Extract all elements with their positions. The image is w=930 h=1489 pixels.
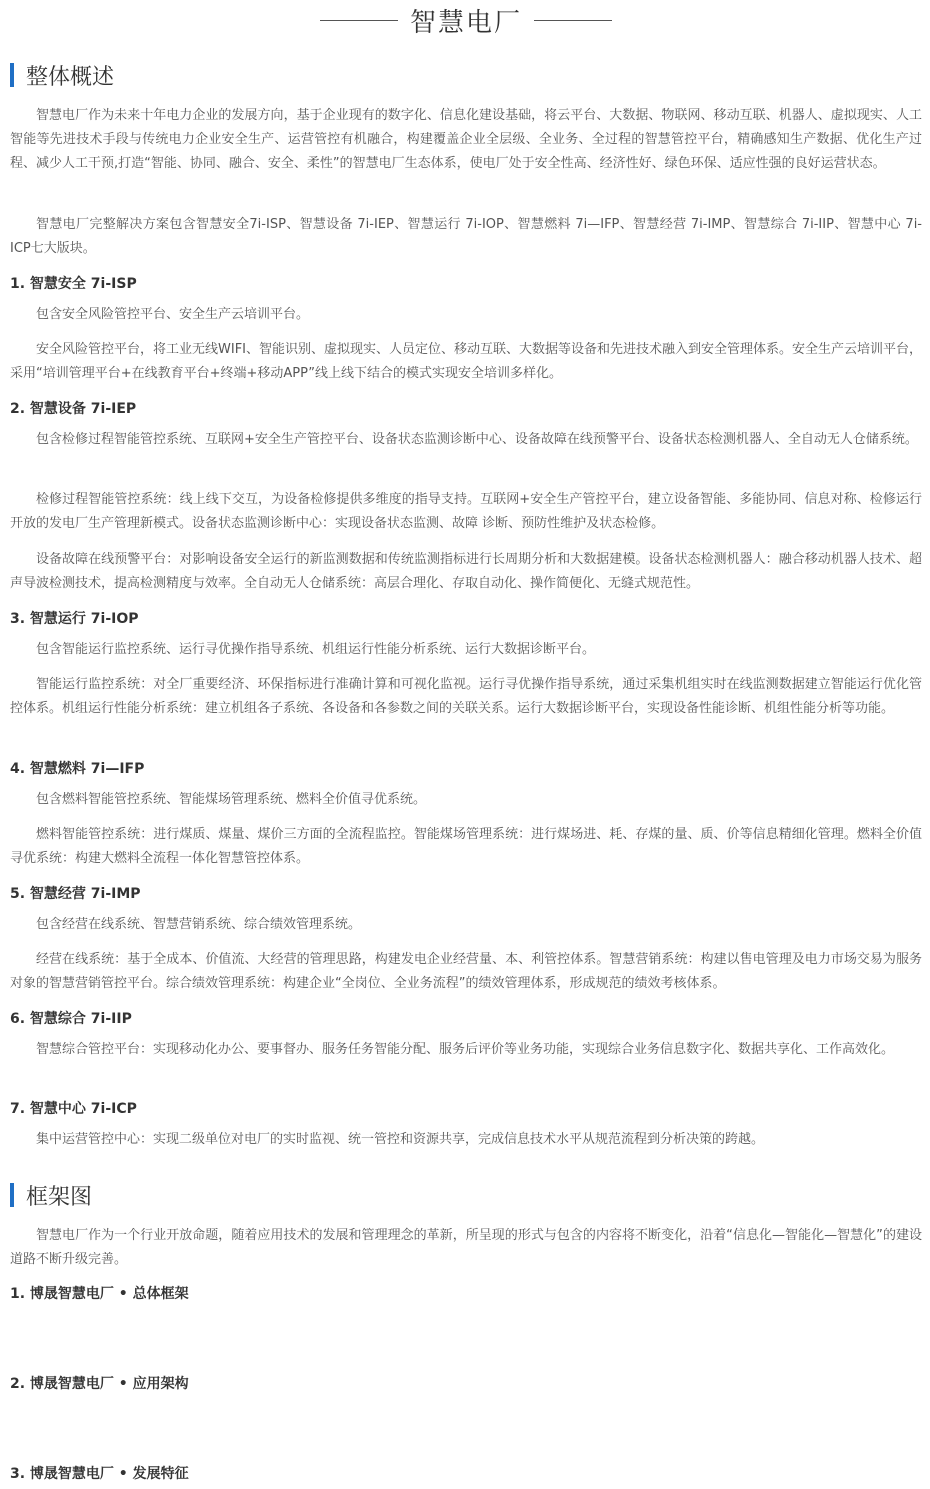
subsection-paragraph: 包含安全风险管控平台、安全生产云培训平台。 (36, 307, 310, 322)
title-divider-right (534, 20, 612, 21)
framework-paragraph: 智慧电厂作为一个行业开放命题，随着应用技术的发展和管理理念的革新，所呈现的形式与包含的内容将不断变化，沿着“信息化—智能化—智慧化”的建设道路不断升级完善。 (10, 1228, 922, 1267)
subsection-title: 5. 智慧经营 7i-IMP (10, 886, 141, 902)
subsection-paragraph: 智慧综合管控平台：实现移动化办公、要事督办、服务任务智能分配、服务后评价等业务功能，实现综合业务信息数字化、数据共享化、工作高效化。 (36, 1042, 895, 1057)
subsection-paragraph: 包含经营在线系统、智慧营销系统、综合绩效管理系统。 (36, 917, 362, 932)
subsection-title: 2. 智慧设备 7i-IEP (10, 401, 137, 417)
subsection-paragraph: 安全风险管控平台，将工业无线WIFI、智能识别、虚拟现实、人员定位、移动互联、大数据等设备和先进技术融入到安全管理体系。安全生产云培训平台，采用“培训管理平台+在线教育平台+终端+移动APP”线上线下结合的模式实现安全培训多样化。 (10, 342, 923, 381)
subsection-paragraph: 燃料智能管控系统：进行煤质、煤量、煤价三方面的全流程监控。智能煤场管理系统：进行煤场进、耗、存煤的量、质、价等信息精细化管理。燃料全价值寻优系统：构建大燃料全流程一体化智慧管控体系。 (10, 827, 922, 866)
section-heading-framework (10, 1182, 92, 1208)
subsection-paragraph: 经营在线系统：基于全成本、价值流、大经营的管理思路，构建发电企业经营量、本、利管控体系。智慧营销系统：构建以售电管理及电力市场交易为服务对象的智慧营销管控平台。综合绩效管理系统：构建企业“全岗位、全业务流程”的绩效管理体系，形成规范的绩效考核体系。 (10, 952, 922, 991)
framework-item-title: 2. 博晟智慧电厂 • 应用架构 (10, 1376, 189, 1392)
subsection-paragraph: 包含燃料智能管控系统、智能煤场管理系统、燃料全价值寻优系统。 (36, 792, 427, 807)
framework-item-title: 1. 博晟智慧电厂 • 总体框架 (10, 1286, 189, 1302)
section-heading-overview (10, 62, 114, 88)
subsection-title: 4. 智慧燃料 7i—IFP (10, 761, 145, 777)
section-heading-text: 整体概述 (26, 64, 115, 90)
heading-accent-bar (10, 63, 14, 87)
subsection-paragraph: 检修过程智能管控系统：线上线下交互，为设备检修提供多维度的指导支持。互联网+安全生产管控平台，建立设备智能、多能协同、信息对称、检修运行开放的发电厂生产管理新模式。设备状态监测诊断中心：实现设备状态监测、故障 诊断、预防性维护及状态检修。 (10, 492, 922, 531)
subsection-title: 7. 智慧中心 7i-ICP (10, 1101, 137, 1117)
subsection-paragraph: 智能运行监控系统：对全厂重要经济、环保指标进行准确计算和可视化监视。运行寻优操作指导系统，通过采集机组实时在线监测数据建立智能运行优化管控体系。机组运行性能分析系统：建立机组各子系统、各设备和各参数之间的关联关系。运行大数据诊断平台，实现设备性能诊断、机组性能分析等功能。 (10, 677, 922, 716)
subsection-paragraph: 包含检修过程智能管控系统、互联网+安全生产管控平台、设备状态监测诊断中心、设备故障在线预警平台、设备状态检测机器人、全自动无人仓储系统。 (36, 432, 918, 447)
subsection-title: 1. 智慧安全 7i-ISP (10, 276, 137, 292)
page-title-block (10, 0, 922, 40)
subsection-paragraph: 集中运营管控中心：实现二级单位对电厂的实时监视、统一管控和资源共享，完成信息技术水平从规范流程到分析决策的跨越。 (36, 1132, 765, 1147)
overview-paragraph: 智慧电厂完整解决方案包含智慧安全7i-ISP、智慧设备 7i-IEP、智慧运行 7i-IOP、智慧燃料 7i—IFP、智慧经营 7i-IMP、智慧综合 7i-IIP、智慧中心 7i-ICP七大版块。 (10, 217, 922, 256)
framework-item-title: 3. 博晟智慧电厂 • 发展特征 (10, 1466, 189, 1482)
subsection-paragraph: 设备故障在线预警平台：对影响设备安全运行的新监测数据和传统监测指标进行长周期分析和大数据建模。设备状态检测机器人：融合移动机器人技术、超声导波检测技术，提高检测精度与效率。全自动无人仓储系统：高层合理化、存取自动化、操作简便化、无缝式规范性。 (10, 552, 922, 591)
overview-paragraph: 智慧电厂作为未来十年电力企业的发展方向，基于企业现有的数字化、信息化建设基础，将云平台、大数据、物联网、移动互联、机器人、虚拟现实、人工智能等先进技术手段与传统电力企业安全生产、运营管控有机融合，构建覆盖企业全层级、全业务、全过程的智慧管控平台，精确感知生产数据、优化生产过程、减少人工干预,打造“智能、协同、融合、安全、柔性”的智慧电厂生态体系，使电厂处于安全性高、经济性好、绿色环保、适应性强的良好运营状态。 (10, 108, 922, 171)
section-heading-text: 框架图 (26, 1184, 93, 1210)
heading-accent-bar (10, 1183, 14, 1207)
page-title: 智慧电厂 (409, 7, 522, 38)
subsection-title: 3. 智慧运行 7i-IOP (10, 611, 139, 627)
title-divider-left (320, 20, 398, 21)
subsection-title: 6. 智慧综合 7i-IIP (10, 1011, 132, 1027)
subsection-paragraph: 包含智能运行监控系统、运行寻优操作指导系统、机组运行性能分析系统、运行大数据诊断平台。 (36, 642, 596, 657)
